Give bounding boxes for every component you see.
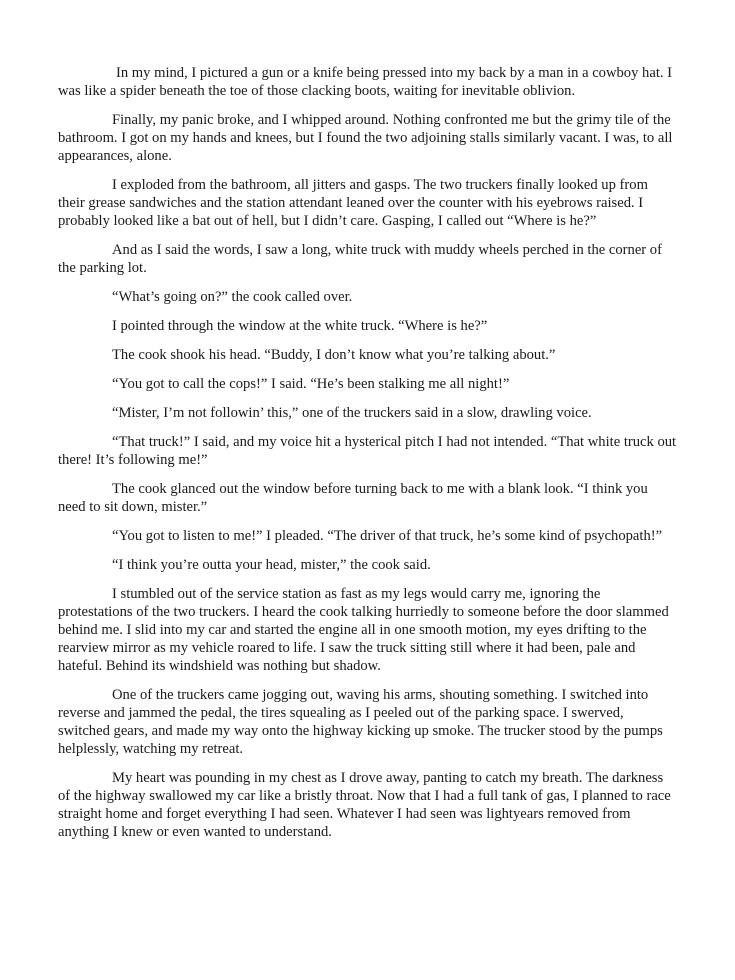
paragraph: “That truck!” I said, and my voice hit a hysterical pitch I had not intended. “That white truck out there! It’s following me!” (58, 434, 677, 468)
paragraph: “Mister, I’m not followin’ this,” one of the truckers said in a slow, drawling voice. (112, 405, 592, 421)
paragraph: And as I said the words, I saw a long, white truck with muddy wheels perched in the corner of the parking lot. (58, 242, 662, 276)
paragraph: “What’s going on?” the cook called over. (112, 289, 353, 305)
paragraph: My heart was pounding in my chest as I drove away, panting to catch my breath. The darkness of the highway swallowed my car like a bristly throat. Now that I had a full tank of gas, I planned to race straight home and forget everything I had seen. Whatever I had seen was lightyears removed from anything I knew or even wanted to understand. (58, 770, 671, 840)
paragraph: The cook glanced out the window before turning back to me with a blank look. “I think you need to sit down, mister.” (58, 481, 648, 515)
paragraph: I exploded from the bathroom, all jitters and gasps. The two truckers finally looked up from their grease sandwiches and the station attendant leaned over the counter with his eyebrows raised. I probably looked like a bat out of hell, but I didn’t care. Gasping, I called out “Where is he?” (58, 177, 648, 229)
paragraph: One of the truckers came jogging out, waving his arms, shouting something. I switched into reverse and jammed the pedal, the tires squealing as I peeled out of the parking space. I swerved, switched gears, and made my way onto the highway kicking up smoke. The trucker stood by the pumps helplessly, watching my retreat. (58, 687, 663, 757)
paragraph: “You got to listen to me!” I pleaded. “The driver of that truck, he’s some kind of psychopath!” (112, 528, 663, 544)
paragraph: I pointed through the window at the white truck. “Where is he?” (112, 318, 488, 334)
paragraph: “I think you’re outta your head, mister,” the cook said. (112, 557, 431, 573)
paragraph: The cook shook his head. “Buddy, I don’t know what you’re talking about.” (112, 347, 556, 363)
paragraph: In my mind, I pictured a gun or a knife being pressed into my back by a man in a cowboy hat. I was like a spider beneath the toe of those clacking boots, waiting for inevitable oblivion. (58, 65, 673, 99)
paragraph: I stumbled out of the service station as fast as my legs would carry me, ignoring the protestations of the two truckers. I heard the cook talking hurriedly to someone before the door slammed behind me. I slid into my car and started the engine all in one smooth motion, my eyes drifting to the rearview mirror as my vehicle roared to life. I saw the truck sitting still where it had been, pale and hateful. Behind its windshield was nothing but shadow. (58, 586, 669, 674)
paragraph: Finally, my panic broke, and I whipped around. Nothing confronted me but the grimy tile of the bathroom. I got on my hands and knees, but I found the two adjoining stalls similarly vacant. I was, to all appearances, alone. (58, 112, 673, 164)
paragraph: “You got to call the cops!” I said. “He’s been stalking me all night!” (112, 376, 510, 392)
